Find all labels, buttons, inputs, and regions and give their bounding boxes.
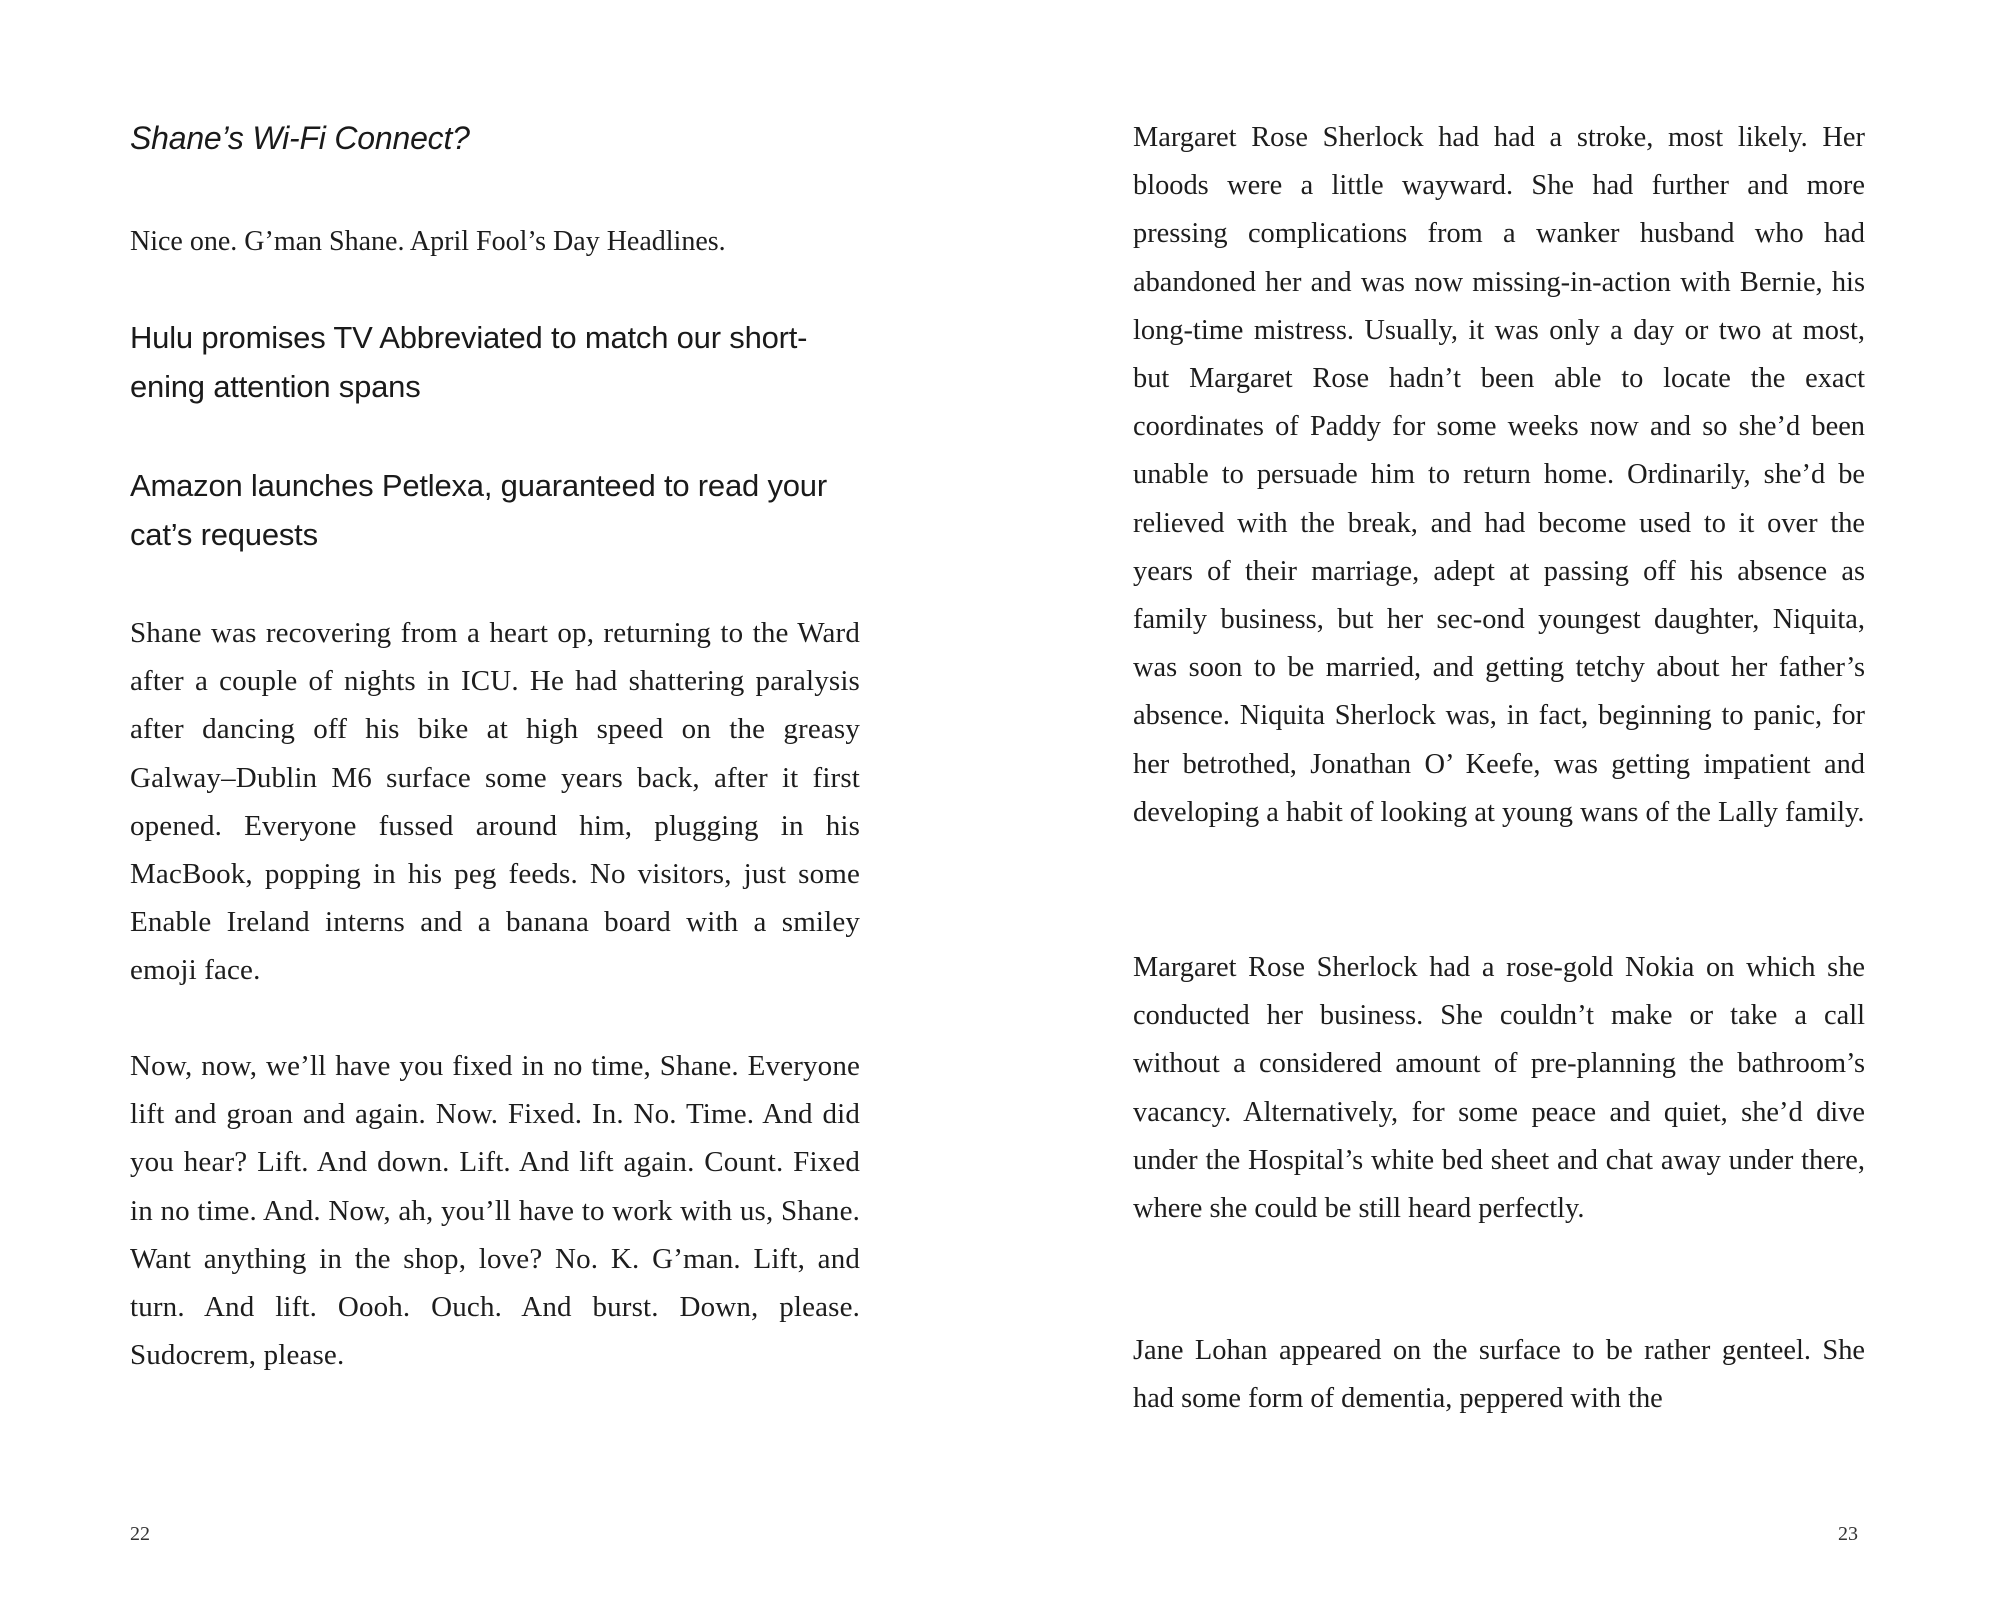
page-number-left: 22 xyxy=(130,1523,150,1545)
paragraph-now-now: Now, now, we’ll have you fixed in no time, Shane. Everyone lift and groan and again. Now. Fixed. In. No. Time. And did you hear? Lift. And down. Lift. And lift again. Count. Fixed in no time. And. Now, ah, you’ll have to work with us, Shane. Want anything in the shop, love? No. K. G’man. Lift, and turn. And lift. Oooh. Ouch. And burst. Down, please. Sudocrem, please. xyxy=(130,1050,860,1372)
intro-line: Nice one. G’man Shane. April Fool’s Day Headlines. xyxy=(130,226,726,257)
paragraph-margaret-stroke: Margaret Rose Sherlock had had a stroke, most likely. Her bloods were a little wayward. She had further and more pressing complications from a wanker husband who had abandoned her and was now missing-in-action with Bernie, his long-time mistress. Usually, it was only a day or two at most, but Margaret Rose hadn’t been able to locate the exact coordinates of Paddy for some weeks now and so she’d been unable to persuade him to return home. Ordinarily, she’d be relieved with the break, and had become used to it over the years of their marriage, adept at passing off his absence as family business, but her sec-ond youngest daughter, Niquita, was soon to be married, and getting tetchy about her father’s absence. Niquita Sherlock was, in fact, beginning to panic, for her betrothed, Jonathan O’ Keefe, was getting impatient and developing a habit of looking at young wans of the Lally family. xyxy=(1133,122,1865,828)
headline-amazon: Amazon launches Petlexa, guaranteed to read your cat’s requests xyxy=(130,468,827,552)
page-number-right: 23 xyxy=(1838,1523,1858,1545)
paragraph-jane-lohan: Jane Lohan appeared on the surface to be rather genteel. She had some form of dementia, peppered with the xyxy=(1133,1335,1865,1415)
headline-hulu: Hulu promises TV Abbreviated to match our short-ening attention spans xyxy=(130,320,808,404)
right-page xyxy=(1000,0,2000,1614)
paragraph-shane-recovering: Shane was recovering from a heart op, returning to the Ward after a couple of nights in ICU. He had shattering paralysis after dancing off his bike at high speed on the greasy Galway–Dublin M6 surface some years back, after it first opened. Everyone fussed around him, plugging in his MacBook, popping in his peg feeds. No visitors, just some Enable Ireland interns and a banana board with a smiley emoji face. xyxy=(130,617,860,987)
section-heading: Shane’s Wi-Fi Connect? xyxy=(130,120,470,156)
paragraph-margaret-nokia: Margaret Rose Sherlock had a rose-gold Nokia on which she conducted her business. She couldn’t make or take a call without a considered amount of pre-planning the bathroom’s vacancy. Alternatively, for some peace and quiet, she’d dive under the Hospital’s white bed sheet and chat away under there, where she could be still heard perfectly. xyxy=(1133,952,1865,1225)
